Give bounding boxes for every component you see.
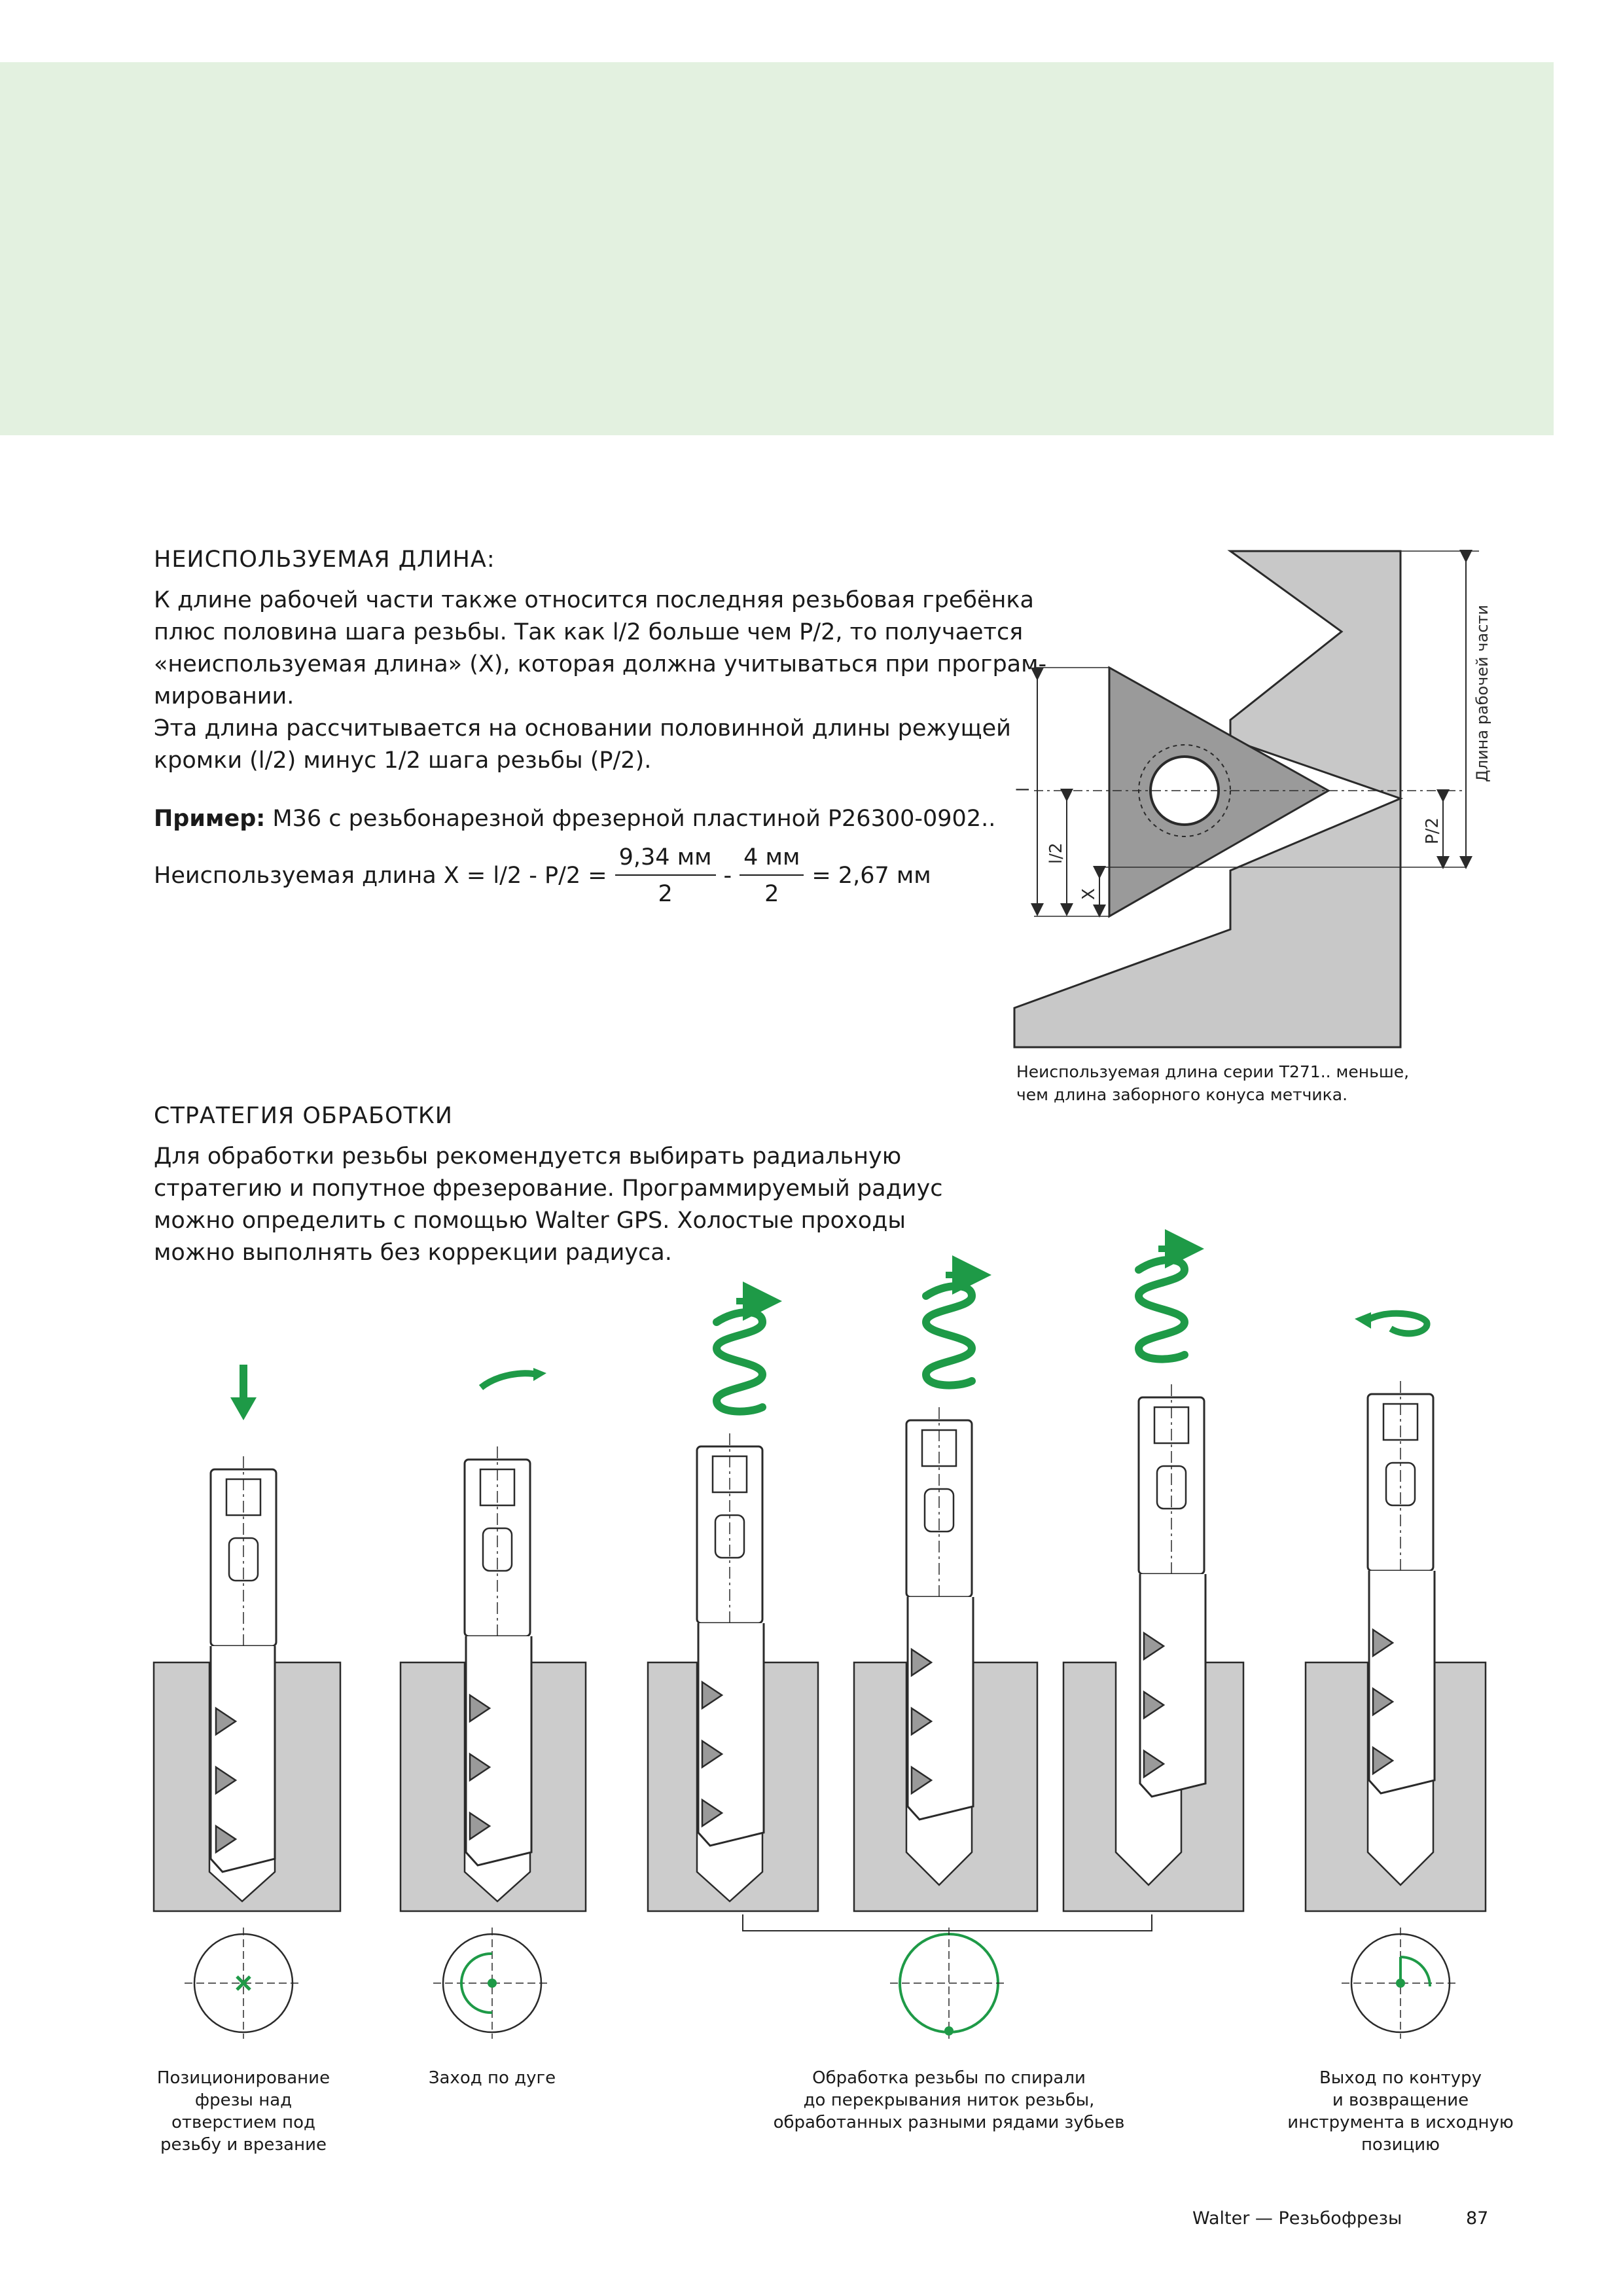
paragraph-line: мировании. [154, 683, 294, 709]
step-2-caption [407, 2067, 577, 2089]
caption-line: инструмента в исходную [1287, 2113, 1514, 2132]
step-1-caption [145, 2067, 342, 2156]
example-label: Пример: [154, 806, 266, 832]
step-3-caption [759, 2067, 1139, 2134]
section-title-strategy: СТРАТЕГИЯ ОБРАБОТКИ [154, 1103, 453, 1129]
label-x: X [1079, 888, 1099, 900]
formula-result: = 2,67 мм [812, 863, 931, 889]
formula-lead: Неиспользуемая длина X = l/2 - P/2 = [154, 863, 607, 889]
paragraph-line: плюс половина шага резьбы. Так как l/2 больше чем P/2, то получается [154, 619, 1024, 645]
step-3b-drawing [854, 1275, 1037, 1911]
step-1-drawing [154, 1365, 340, 2039]
caption-line: Обработка резьбы по спирали [812, 2068, 1086, 2088]
thread-profile-diagram [1014, 551, 1491, 1047]
fraction-1-denominator: 2 [658, 881, 673, 907]
paragraph-line: Для обработки резьбы рекомендуется выбирать радиальную [154, 1143, 902, 1170]
fraction-1-numerator: 9,34 мм [615, 844, 716, 876]
fraction-2-denominator: 2 [764, 881, 779, 907]
step-4-caption [1283, 2067, 1518, 2156]
paragraph-line: кромки (l/2) минус 1/2 шага резьбы (P/2). [154, 747, 652, 774]
paragraph-line: К длине рабочей части также относится последняя резьбовая гребёнка [154, 587, 1035, 613]
formula-minus: - [723, 863, 732, 889]
caption-line: отверстием под [171, 2113, 315, 2132]
label-working-length: Длина рабочей части [1473, 605, 1491, 782]
caption-line: фрезы над [194, 2090, 293, 2110]
label-l-half: l/2 [1046, 842, 1066, 864]
label-p-half: P/2 [1423, 817, 1442, 844]
step-3a-drawing [648, 1301, 818, 1911]
section-title-unused-length: НЕИСПОЛЬЗУЕМАЯ ДЛИНА: [154, 547, 495, 573]
caption-line: чем длина заборного конуса метчика. [1016, 1085, 1348, 1104]
caption-line: до перекрывания ниток резьбы, [803, 2090, 1095, 2110]
process-steps [154, 1249, 1486, 2039]
step-4-drawing [1306, 1312, 1486, 2039]
paragraph-line: Эта длина рассчитывается на основании половинной длины режущей [154, 715, 1011, 742]
caption-line: Выход по контуру [1319, 2068, 1482, 2088]
paragraph-line: стратегию и попутное фрезерование. Программируемый радиус [154, 1175, 943, 1202]
step-2-drawing [401, 1368, 586, 2039]
caption-line: обработанных разными рядами зубьев [773, 2113, 1125, 2132]
label-l: l [1014, 787, 1033, 792]
page-number: 87 [1466, 2208, 1489, 2229]
example-text: M36 с резьбонарезной фрезерной пластиной P26300-0902.. [265, 806, 996, 832]
caption-line: Заход по дуге [428, 2068, 556, 2088]
step-3c-drawing [1063, 1249, 1243, 1911]
fraction-2-numerator: 4 мм [740, 844, 804, 876]
caption-line: позицию [1361, 2135, 1440, 2155]
caption-line: и возвращение [1332, 2090, 1469, 2110]
caption-line: Неиспользуемая длина серии T271.. меньше, [1016, 1062, 1410, 1081]
footer-brand: Walter — Резьбофрезы [1192, 2208, 1402, 2229]
paragraph-line: «неиспользуемая длина» (X), которая должна учитываться при програм- [154, 651, 1047, 677]
paragraph-line: можно выполнять без коррекции радиуса. [154, 1240, 672, 1266]
caption-line: резьбу и врезание [160, 2135, 327, 2155]
caption-line: Позиционирование [156, 2068, 330, 2088]
paragraph-line: можно определить с помощью Walter GPS. Холостые проходы [154, 1208, 906, 1234]
